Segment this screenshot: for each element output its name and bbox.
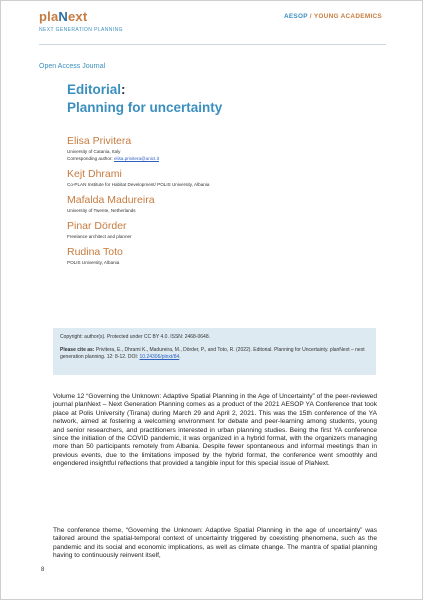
cite-end: . (179, 354, 181, 360)
author-name: Pinar Dörder (67, 220, 127, 232)
title-colon: : (121, 82, 126, 97)
logo-mid: N (58, 9, 68, 24)
aesop-text: AESOP (283, 13, 308, 20)
copyright-citation-box (53, 328, 376, 375)
author-entry (67, 168, 387, 188)
logo-prefix: pla (39, 9, 59, 24)
doi-link[interactable]: 10.24306/plnxt/84 (139, 354, 180, 360)
young-academics-text: YOUNG ACADEMICS (313, 13, 382, 20)
author-name: Rudina Toto (67, 246, 123, 258)
body-paragraph: The conference theme, “Governing the Unknown: Adaptive Spatial Planning in the age of uncertainty” was tailored around the spatial-temporal context of uncertainty triggered by coexisting phenomena, such as the pandemic and its social and economic implications, as well as climate change. The mantra of spatial planning having to continuously reinvent itself, (53, 527, 377, 560)
corresponding-label: Corresponding author: (67, 156, 114, 161)
author-entry (67, 135, 387, 162)
author-name: Kejt Dhrami (67, 168, 122, 180)
page-number: 8 (41, 567, 45, 573)
cite-text: Privitera, E., Dhrami K., Madureira, M., Dörder, P., and Toto, R. (2022). Editorial. Planning for Uncertainty. planNext – next generation planning. 12: 8-12. DOI: (60, 347, 365, 360)
author-entry (67, 220, 387, 240)
corresponding-email-link[interactable]: elisa.privitera@unict.it (114, 156, 160, 161)
author-affiliation: Co-PLAN Institute for Habitat Development/ POLIS University, Albania (67, 182, 210, 187)
header-slash: / (307, 13, 314, 20)
author-name: Mafalda Madureira (67, 194, 155, 206)
author-affiliation: University of Twente, Netherlands (67, 208, 136, 213)
title-line-2: Planning for uncertainty (67, 100, 223, 115)
title-line-1: Editorial (67, 82, 122, 97)
journal-logo (39, 9, 87, 24)
logo-suffix: ext (67, 9, 88, 24)
author-entry (67, 246, 387, 266)
author-entry (67, 194, 387, 214)
author-name: Elisa Privitera (67, 135, 132, 147)
body-paragraph: Volume 12 “Governing the Unknown: Adaptive Spatial Planning in the Age of Uncertainty” of the peer-reviewed journal planNext – Next Generation Planning comes as a product of the 2021 AESOP YA Conference that took place at Polis University (Tirana) during March 29 and April 2, 2021. This was the 15th conference of the YA network, aimed at fostering a welcoming environment for debate and peer-learning among students, young and senior researchers, and practitioners interested in urban planning studies. Being the first YA conference since the initiation of the COVID pandemic, it was organized in a hybrid format, with the organizers managing more than 50 participants remotely from Albania. Despite fewer spontaneous and informal meetings than in previous events, due to the limitations imposed by the hybrid format, the conference went smoothly and engendered insightful reflections that provided a tangible input for this special issue of PlaNext. (53, 393, 377, 468)
author-affiliation: University of Catania, Italy (67, 149, 121, 154)
journal-header (1, 1, 422, 45)
corresponding-author (67, 155, 387, 162)
author-affiliation: Freelance architect and planner (67, 234, 132, 239)
open-access-label: Open Access Journal (39, 63, 106, 70)
author-list (67, 135, 387, 272)
citation-line (60, 347, 369, 361)
logo-subtitle: NEXT GENERATION PLANNING (39, 27, 123, 33)
copyright-line: Copyright: author(s). Protected under CC BY 4.0. ISSN: 2468-0648. (60, 334, 210, 340)
aesop-ya-label (284, 13, 382, 20)
header-divider (39, 44, 386, 45)
article-title (67, 81, 222, 117)
author-affiliation: POLIS University, Albania (67, 260, 120, 265)
cite-label: Please cite as: (60, 347, 95, 353)
